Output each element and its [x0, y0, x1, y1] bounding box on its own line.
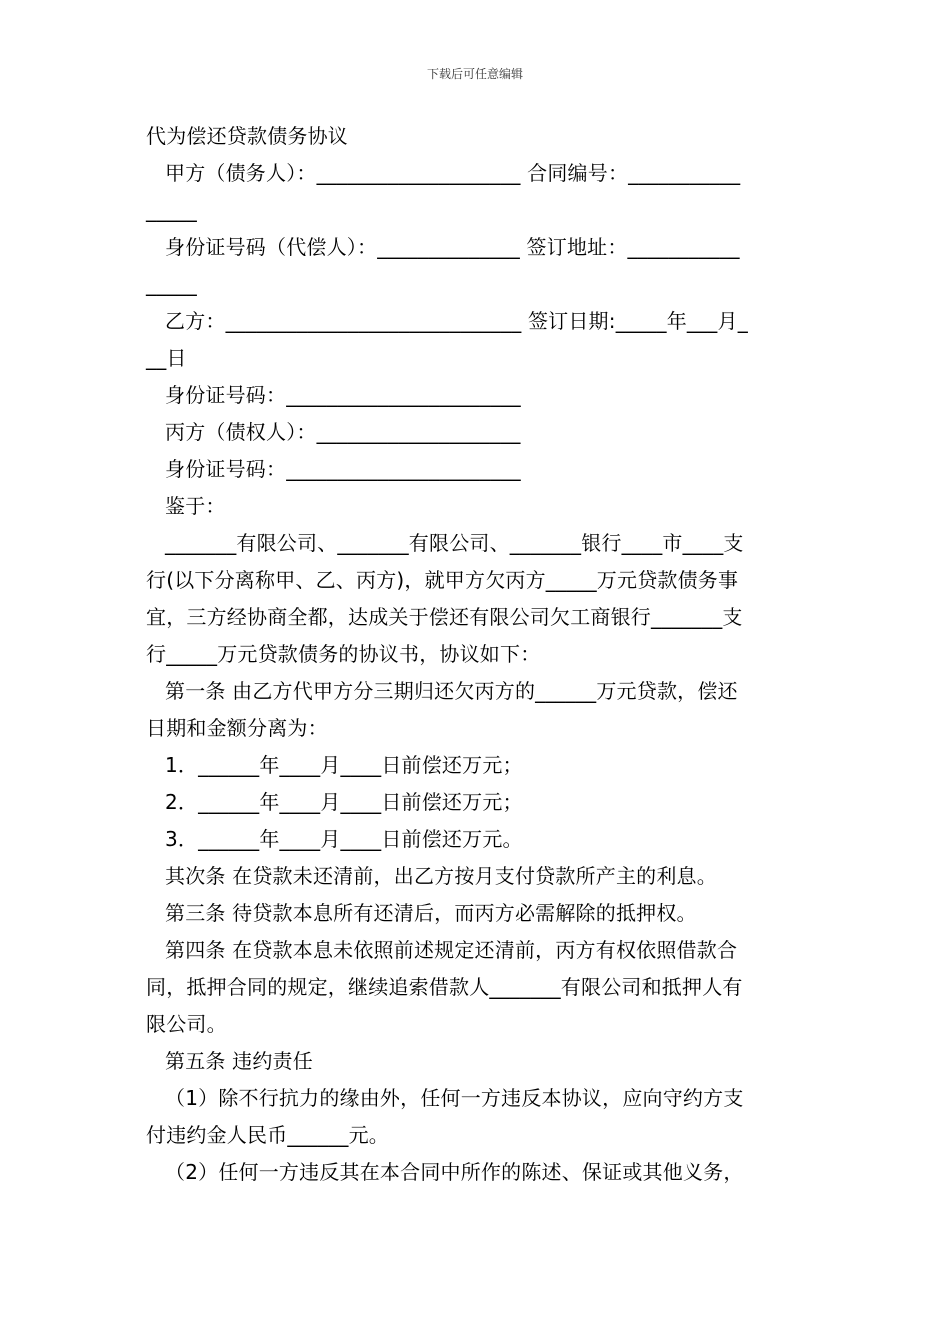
article-5-heading: 第五条 违约责任 — [165, 1049, 313, 1073]
party-b-line: 乙方：_____________________________ 签订日期:_____年___月_ — [165, 309, 748, 333]
article-1-line: 日期和金额分离为： — [146, 716, 328, 740]
party-c-line: 丙方（债权人）：____________________ — [165, 420, 521, 444]
clause-1-line: 付违约金人民币______元。 — [146, 1123, 389, 1147]
party-b-line-cont: __日 — [146, 346, 187, 370]
installment-2: 2．______年____月____日前偿还万元； — [165, 790, 523, 814]
clause-1-line: （1）除不行抗力的缘由外，任何一方违反本协议，应向守约方支 — [165, 1086, 744, 1110]
article-4-line: 限公司。 — [146, 1012, 227, 1036]
whereas-paragraph-line: 行_____万元贷款债务的协议书，协议如下： — [146, 642, 541, 666]
party-a-line-cont: _____ — [146, 198, 197, 222]
page-header: 下载后可任意编辑 — [426, 67, 523, 81]
whereas-paragraph-line: _______有限公司、_______有限公司、_______银行____市____支 — [165, 531, 744, 555]
article-2: 其次条 在贷款未还清前，出乙方按月支付贷款所产主的利息。 — [165, 864, 717, 888]
article-4-line: 同，抵押合同的规定，继续追索借款人_______有限公司和抵押人有 — [146, 975, 743, 999]
whereas-heading: 鉴于： — [165, 494, 226, 518]
installment-1: 1．______年____月____日前偿还万元； — [165, 753, 523, 777]
party-a-line: 甲方（债务人）：____________________ 合同编号：___________ — [165, 161, 741, 185]
document-title: 代为偿还贷款债务协议 — [146, 124, 348, 148]
article-1-line: 第一条 由乙方代甲方分三期归还欠丙方的______万元贷款，偿还 — [165, 679, 738, 703]
article-3: 第三条 待贷款本息所有还清后，而丙方必需解除的抵押权。 — [165, 901, 697, 925]
guarantor-id-line-cont: _____ — [146, 272, 197, 296]
article-4-line: 第四条 在贷款本息未依照前述规定还清前，丙方有权依照借款合 — [165, 938, 738, 962]
party-b-id-line: 身份证号码：_______________________ — [165, 383, 521, 407]
document-body — [146, 118, 806, 1191]
guarantor-id-line: 身份证号码（代偿人）：______________ 签订地址：___________ — [165, 235, 740, 259]
whereas-paragraph-line: 行(以下分离称甲、乙、丙方)，就甲方欠丙方_____万元贷款债务事 — [146, 568, 739, 592]
party-c-id-line: 身份证号码：_______________________ — [165, 457, 521, 481]
whereas-paragraph-line: 宜，三方经协商全都，达成关于偿还有限公司欠工商银行_______支 — [146, 605, 743, 629]
clause-2-line: （2）任何一方违反其在本合同中所作的陈述、保证或其他义务， — [165, 1160, 744, 1184]
installment-3: 3．______年____月____日前偿还万元。 — [165, 827, 523, 851]
